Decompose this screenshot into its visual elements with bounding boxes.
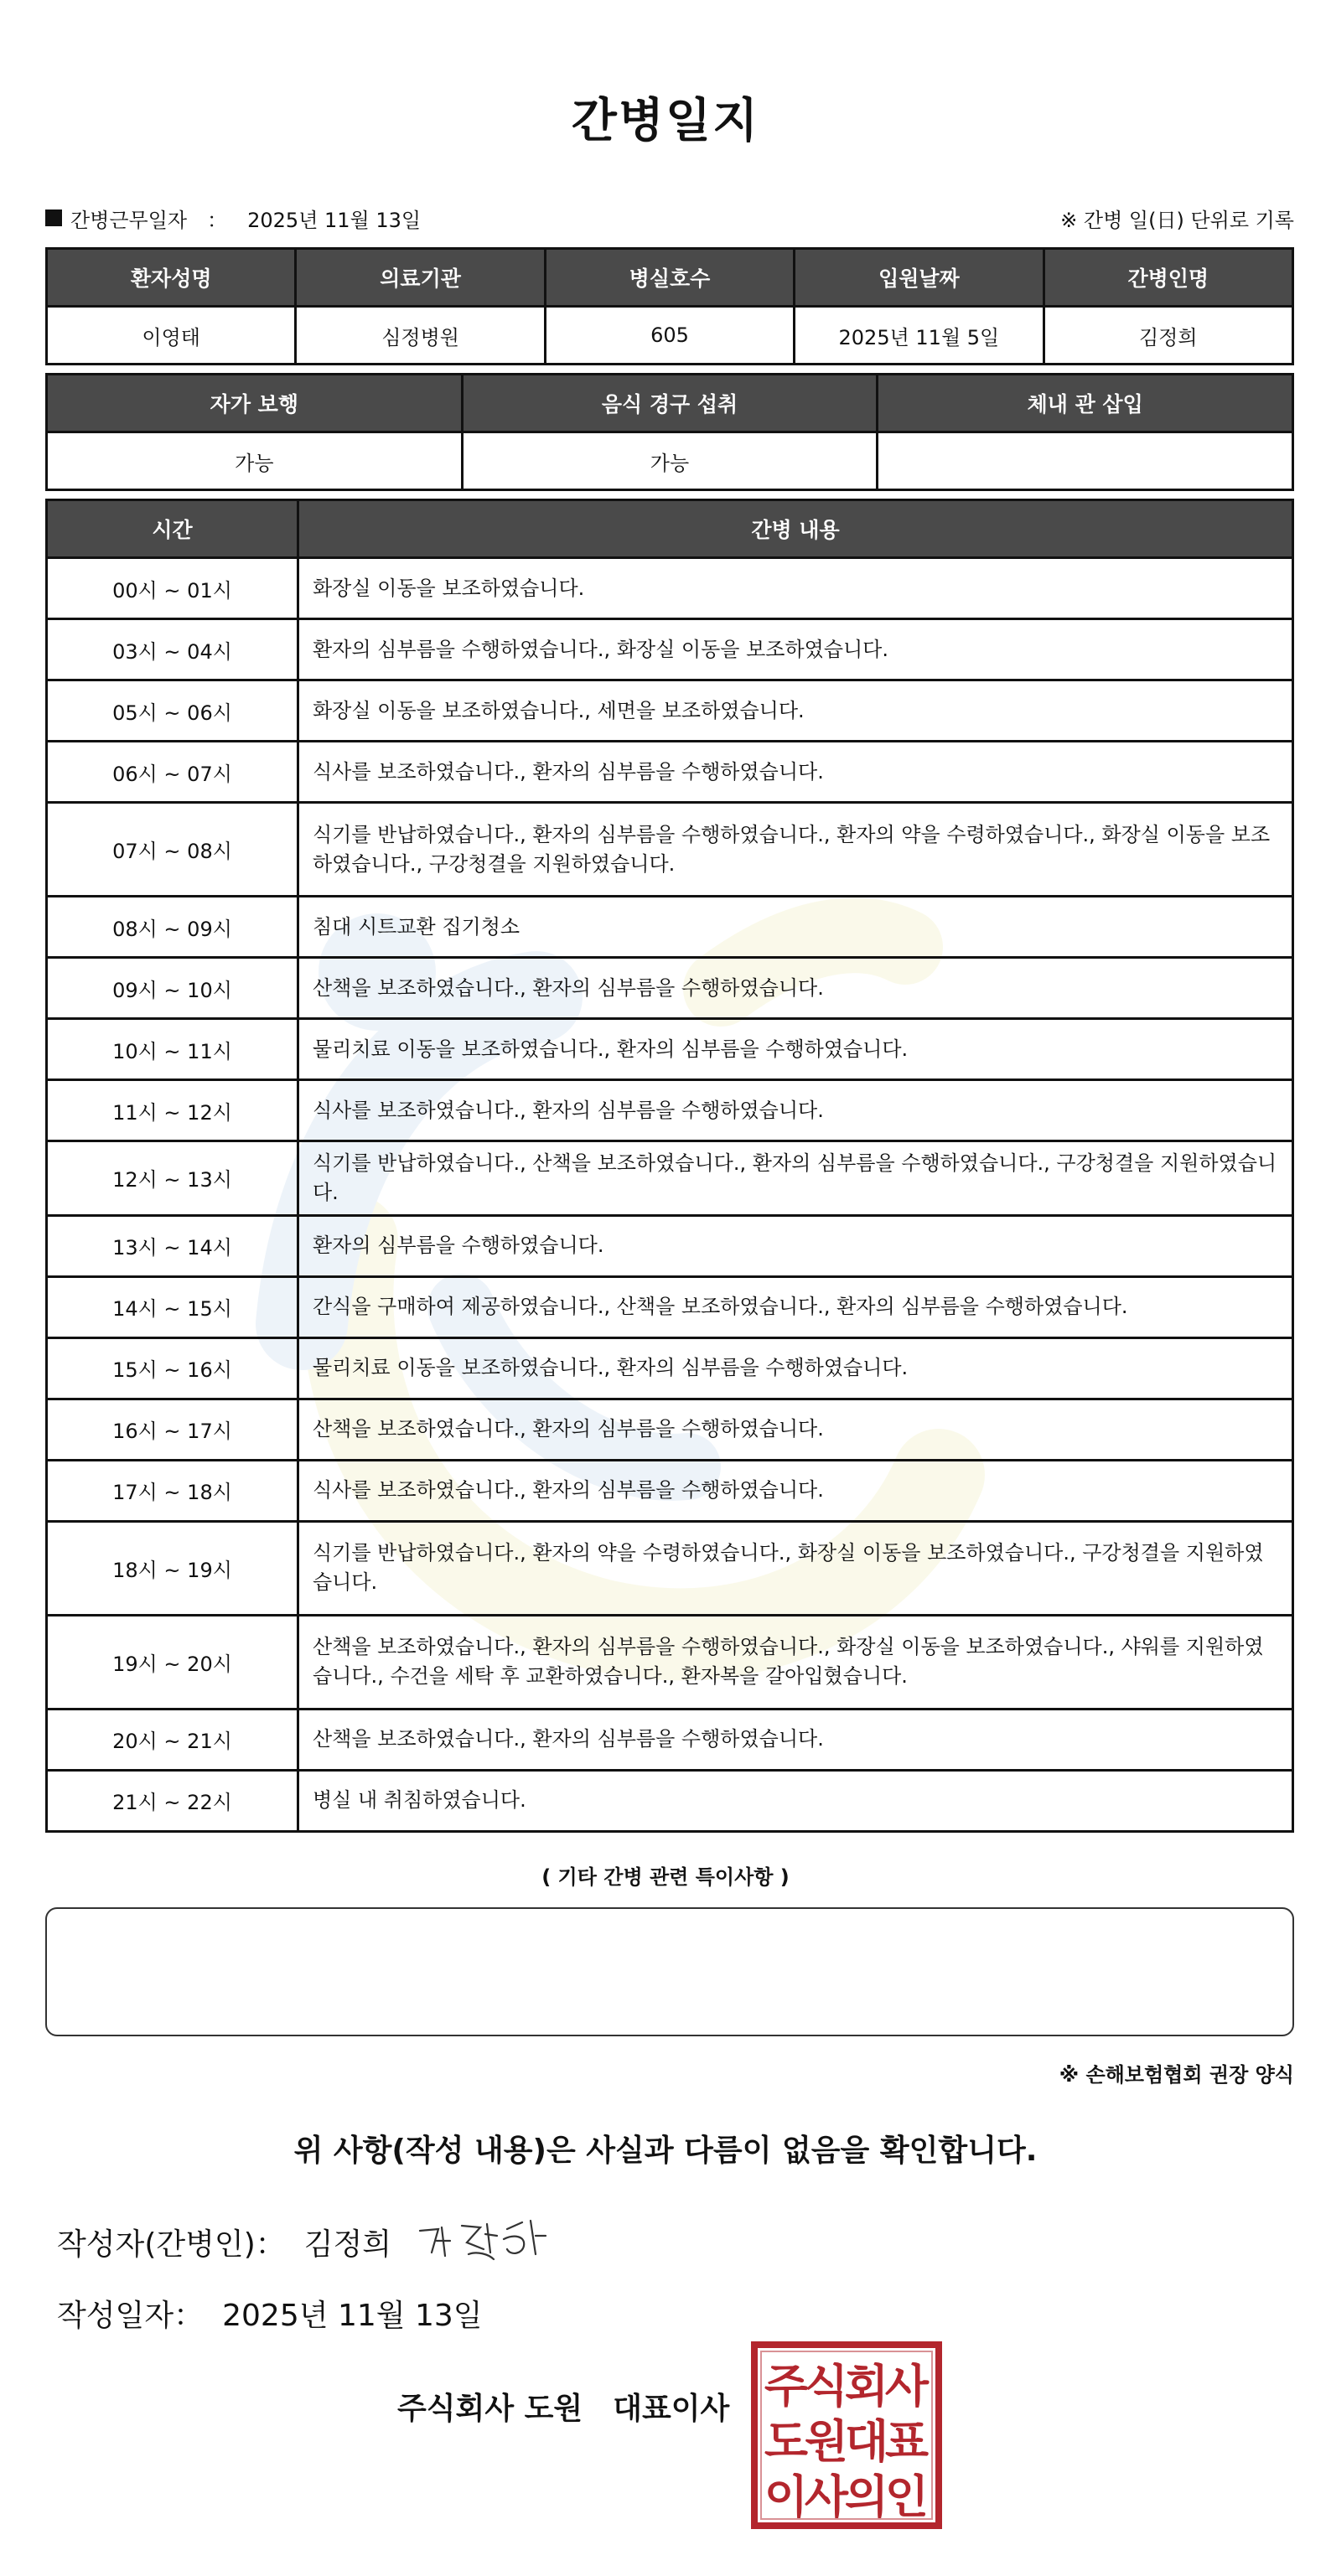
care-log-content: 식사를 보조하였습니다., 환자의 심부름을 수행하였습니다. [298,1080,1293,1141]
written-date-row [57,2288,483,2338]
confirm-statement: 위 사항(작성 내용)은 사실과 다름이 없음을 확인합니다. [293,2134,1038,2168]
care-log-time: 11시 ~ 12시 [47,1080,298,1141]
care-log-time: 09시 ~ 10시 [47,958,298,1019]
seal-character: 도 [764,2414,809,2468]
care-log-content: 산책을 보조하였습니다., 환자의 심부름을 수행하였습니다. [298,1399,1293,1460]
work-date-group [45,204,421,233]
care-log-content: 산책을 보조하였습니다., 환자의 심부름을 수행하였습니다., 화장실 이동을 보조하였습니다., 샤워를 지원하였습니다., 수건을 세탁 후 교환하였습니다., 환자복을 갈아입혔습니다. [298,1615,1293,1709]
care-log-row [47,1399,1293,1460]
care-log-row [47,1460,1293,1521]
unit-note: ※ 간병 일(日) 단위로 기록 [1060,208,1294,232]
care-log-time: 08시 ~ 09시 [47,897,298,958]
header-time: 시간 [47,500,298,558]
care-log-header-row [47,500,1293,558]
care-log-row [47,1770,1293,1831]
care-log-row [47,1709,1293,1770]
care-log-content: 화장실 이동을 보조하였습니다., 세면을 보조하였습니다. [298,680,1293,742]
signer-row [57,2212,556,2271]
care-log-time: 03시 ~ 04시 [47,619,298,680]
care-log-time: 17시 ~ 18시 [47,1460,298,1521]
ability-table [45,373,1294,491]
handwritten-signature [413,2212,556,2271]
care-log-table [45,499,1294,1833]
care-log-content: 식기를 반납하였습니다., 산책을 보조하였습니다., 환자의 심부름을 수행하였습니다., 구강청결을 지원하였습니다. [298,1141,1293,1216]
care-log-time: 12시 ~ 13시 [47,1141,298,1216]
header-tube-insertion: 체내 관 삽입 [878,375,1293,432]
patient-info-header-row [47,249,1293,307]
care-log-row [47,1521,1293,1615]
care-log-content: 식사를 보조하였습니다., 환자의 심부름을 수행하였습니다. [298,742,1293,803]
seal-character: 사 [804,2470,849,2523]
care-log-content: 환자의 심부름을 수행하였습니다. [298,1215,1293,1276]
care-log-row [47,803,1293,897]
care-log-row [47,619,1293,680]
care-log-row [47,558,1293,619]
work-date-value: 2025년 11월 13일 [247,208,422,232]
remarks-title: ( 기타 간병 관련 특이사항 ) [541,1865,790,1889]
care-log-time: 06시 ~ 07시 [47,742,298,803]
written-date-value: 2025년 11월 13일 [222,2298,483,2333]
admission-date-value: 2025년 11월 5일 [795,307,1044,365]
seal-character: 사 [884,2359,930,2413]
header-hospital: 의료기관 [296,249,545,307]
square-bullet-icon [45,209,62,226]
care-log-row [47,680,1293,742]
care-log-row [47,1276,1293,1337]
recommend-note: ※ 손해보험협회 권장 양식 [1059,2063,1294,2087]
care-log-time: 00시 ~ 01시 [47,558,298,619]
care-log-content: 화장실 이동을 보조하였습니다. [298,558,1293,619]
care-log-time: 05시 ~ 06시 [47,680,298,742]
care-log-time: 21시 ~ 22시 [47,1770,298,1831]
patient-info-table [45,247,1294,365]
ability-value-row [47,432,1293,490]
care-log-time: 18시 ~ 19시 [47,1521,298,1615]
work-date-separator: ： [207,208,228,232]
ability-header-row [47,375,1293,432]
header-room-number: 병실호수 [545,249,794,307]
care-log-time: 19시 ~ 20시 [47,1615,298,1709]
care-log-content: 간식을 구매하여 제공하였습니다., 산책을 보조하였습니다., 환자의 심부름을 수행하였습니다. [298,1276,1293,1337]
seal-character: 식 [804,2359,849,2413]
care-log-row [47,1615,1293,1709]
header-caregiver-name: 간병인명 [1044,249,1292,307]
header-oral-intake: 음식 경구 섭취 [462,375,878,432]
work-date-label: 간병근무일자 [70,208,188,232]
room-number-value: 605 [545,307,794,365]
care-log-content: 식사를 보조하였습니다., 환자의 심부름을 수행하였습니다. [298,1460,1293,1521]
care-log-row [47,1141,1293,1216]
care-log-content: 산책을 보조하였습니다., 환자의 심부름을 수행하였습니다. [298,1709,1293,1770]
patient-info-value-row [47,307,1293,365]
seal-character: 인 [884,2470,930,2523]
care-log-time: 10시 ~ 11시 [47,1019,298,1080]
care-log-content: 산책을 보조하였습니다., 환자의 심부름을 수행하였습니다. [298,958,1293,1019]
written-date-label: 작성일자： [57,2298,205,2333]
care-log-content: 식기를 반납하였습니다., 환자의 약을 수령하였습니다., 화장실 이동을 보조하였습니다., 구강청결을 지원하였습니다. [298,1521,1293,1615]
patient-name-value: 이영태 [47,307,296,365]
company-name: 주식회사 도원 [397,2391,583,2426]
care-log-row [47,742,1293,803]
seal-character: 의 [844,2470,889,2523]
care-log-content: 물리치료 이동을 보조하였습니다., 환자의 심부름을 수행하였습니다. [298,1019,1293,1080]
care-log-content: 침대 시트교환 집기청소 [298,897,1293,958]
seal-character: 이 [764,2470,809,2523]
signer-label: 작성자(간병인)： [57,2227,286,2262]
representative-title: 대표이사 [613,2391,730,2426]
care-log-content: 환자의 심부름을 수행하였습니다., 화장실 이동을 보조하였습니다. [298,619,1293,680]
header-care-content: 간병 내용 [298,500,1293,558]
care-log-time: 15시 ~ 16시 [47,1337,298,1399]
care-log-row [47,1337,1293,1399]
seal-character: 대 [844,2414,889,2468]
self-walking-value: 가능 [47,432,463,490]
care-log-body [47,558,1293,1832]
company-seal-stamp [749,2340,944,2531]
company-block [397,2377,729,2435]
hospital-value: 심정병원 [296,307,545,365]
caregiver-name-value: 김정희 [1044,307,1292,365]
care-log-time: 14시 ~ 15시 [47,1276,298,1337]
care-log-time: 07시 ~ 08시 [47,803,298,897]
care-log-row [47,1080,1293,1141]
signer-name: 김정희 [303,2227,392,2262]
care-log-time: 16시 ~ 17시 [47,1399,298,1460]
header-self-walking: 자가 보행 [47,375,463,432]
document-title: 간병일지 [571,94,760,148]
seal-character: 주 [764,2359,809,2413]
care-log-time: 13시 ~ 14시 [47,1215,298,1276]
care-log-row [47,1215,1293,1276]
seal-character: 회 [844,2359,889,2413]
header-admission-date: 입원날짜 [795,249,1044,307]
tube-insertion-value [878,432,1293,490]
care-log-time: 20시 ~ 21시 [47,1709,298,1770]
seal-character: 원 [804,2414,849,2468]
header-patient-name: 환자성명 [47,249,296,307]
care-log-content: 병실 내 취침하였습니다. [298,1770,1293,1831]
care-log-row [47,958,1293,1019]
oral-intake-value: 가능 [462,432,878,490]
seal-character: 표 [884,2414,930,2468]
meta-row [45,199,1294,236]
care-log-row [47,897,1293,958]
care-log-content: 식기를 반납하였습니다., 환자의 심부름을 수행하였습니다., 환자의 약을 수령하였습니다., 화장실 이동을 보조하였습니다., 구강청결을 지원하였습니다. [298,803,1293,897]
care-log-row [47,1019,1293,1080]
care-log-content: 물리치료 이동을 보조하였습니다., 환자의 심부름을 수행하였습니다. [298,1337,1293,1399]
remarks-box [45,1907,1294,2036]
